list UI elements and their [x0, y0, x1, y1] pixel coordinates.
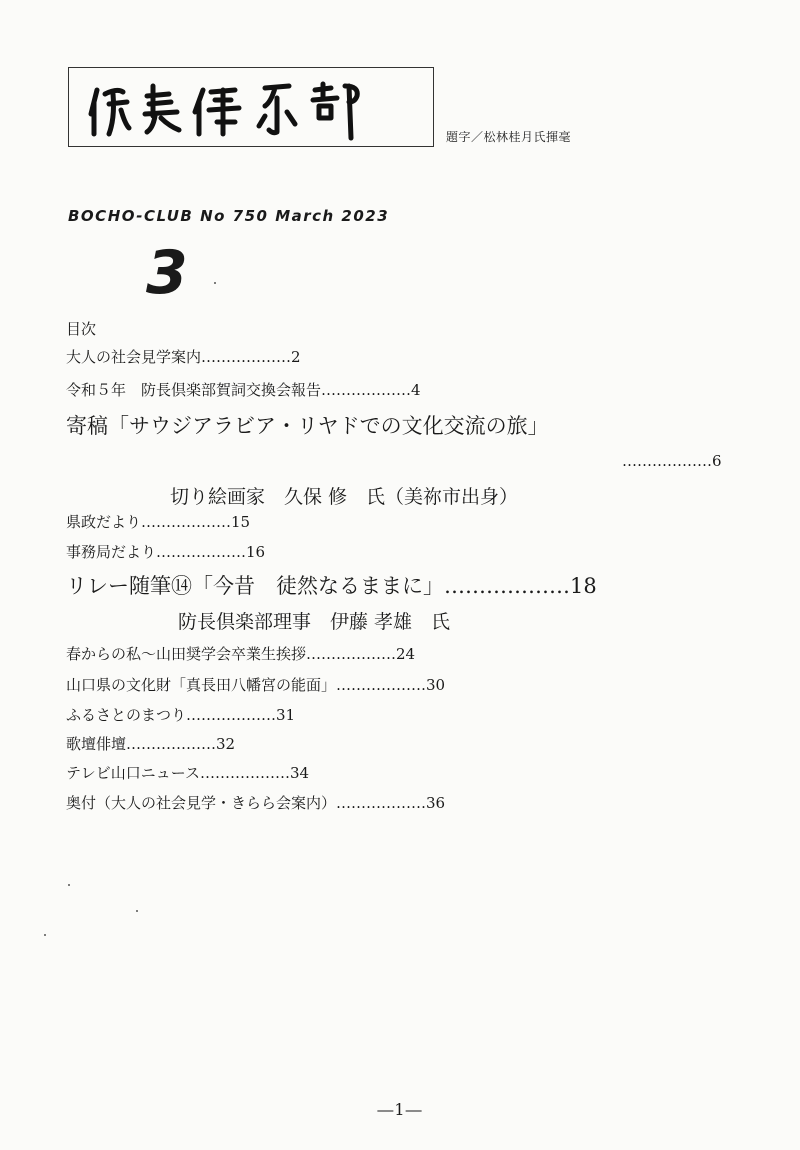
toc-entry: テレビ山口ニュース………………34 — [66, 764, 310, 782]
issue-month-number: 3 — [146, 238, 188, 308]
scan-speck — [44, 934, 46, 936]
issue-line: BOCHO-CLUB No 750 March 2023 — [68, 207, 390, 225]
toc-entry: 県政だより………………15 — [66, 513, 251, 531]
scan-speck — [214, 282, 216, 284]
toc-entry: 事務局だより………………16 — [66, 543, 266, 561]
toc-entry: 山口県の文化財「真長田八幡宮の能面」………………30 — [66, 676, 446, 694]
toc-entry-featured: リレー随筆⑭「今昔 徒然なるままに」………………18 — [66, 574, 597, 598]
toc-entry: 令和５年 防長倶楽部賀詞交換会報告………………4 — [66, 381, 421, 399]
toc-entry-featured: 寄稿「サウジアラビア・リヤドでの文化交流の旅」 — [66, 414, 549, 438]
toc-heading: 目次 — [66, 320, 97, 338]
masthead-credit: 題字／松林桂月氏揮毫 — [446, 130, 572, 144]
toc-entry-page: ………………6 — [622, 452, 722, 470]
toc-entry: 奥付（大人の社会見学・きらら会案内）………………36 — [66, 794, 446, 812]
scan-speck — [68, 884, 70, 886]
toc-entry: 歌壇俳壇………………32 — [66, 735, 236, 753]
toc-entry: ふるさとのまつり………………31 — [66, 706, 296, 724]
toc-entry: 大人の社会見学案内………………2 — [66, 348, 301, 366]
toc-entry: 春からの私〜山田奨学会卒業生挨拶………………24 — [66, 645, 416, 663]
toc-entry-subtitle: 防長倶楽部理事 伊藤 孝雄 氏 — [178, 611, 451, 633]
page-number: ―1― — [377, 1100, 423, 1119]
toc-entry-subtitle: 切り絵画家 久保 修 氏（美祢市出身） — [170, 486, 519, 508]
scan-speck — [136, 910, 138, 912]
